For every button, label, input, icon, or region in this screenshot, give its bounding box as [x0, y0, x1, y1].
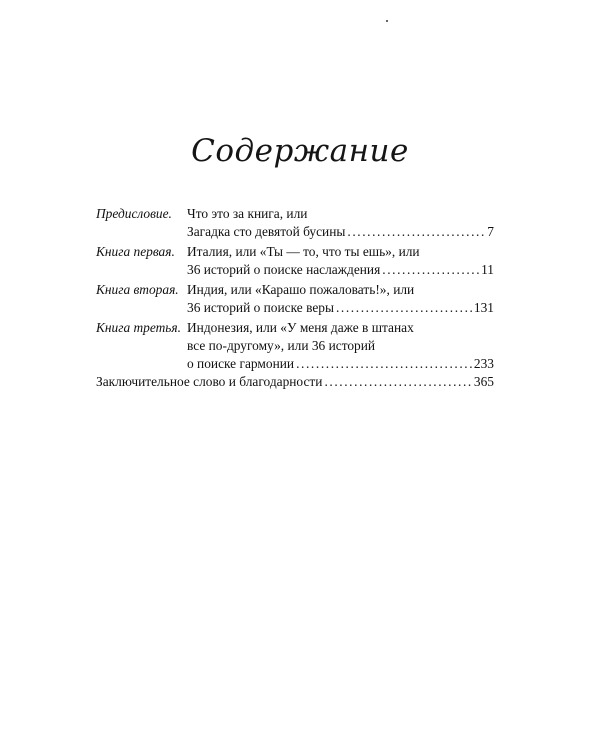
toc-entry-preface-last-line	[187, 223, 494, 241]
toc-entry-book-three-last-line	[187, 355, 494, 373]
toc-text-line: Загадка сто девятой бусины	[187, 224, 346, 239]
toc-entry-book-three	[96, 319, 494, 337]
dot-leader	[382, 261, 479, 279]
toc-entry-book-one	[96, 243, 494, 261]
toc-label: Книга третья.	[96, 320, 181, 335]
toc-text-line: Заключительное слово и благодарности	[96, 374, 323, 389]
toc-text-line: Что это за книга, или	[187, 206, 308, 221]
toc-page-number: 131	[473, 300, 494, 315]
toc-text-line: Италия, или «Ты — то, что ты ешь», или	[187, 244, 420, 259]
toc-page-number: 11	[481, 262, 494, 277]
toc-entry-book-two-last-line	[187, 299, 494, 317]
toc-label: Предисловие.	[96, 206, 172, 221]
toc-text-line: Индонезия, или «У меня даже в штанах	[187, 320, 414, 335]
toc-page-number: 233	[473, 356, 494, 371]
toc-text-line: 36 историй о поиске веры	[187, 300, 334, 315]
toc-entry-book-two	[96, 281, 494, 299]
toc-entry-book-one-last-line	[187, 261, 494, 279]
toc-text-line: о поиске гармонии	[187, 356, 295, 371]
toc-entry-book-three-line-two	[187, 337, 494, 355]
toc-label: Книга вторая.	[96, 282, 179, 297]
toc-text-line: все по-другому», или 36 историй	[187, 338, 376, 353]
toc-text-line: Индия, или «Карашо пожаловать!», или	[187, 282, 415, 297]
toc-text-line: 36 историй о поиске наслаждения	[187, 262, 381, 277]
printing-speck	[386, 20, 388, 22]
dot-leader	[296, 355, 472, 373]
toc-entry-preface	[96, 205, 494, 223]
toc-page-number: 7	[487, 224, 494, 239]
dot-leader	[347, 223, 485, 241]
toc-page-number: 365	[473, 374, 494, 389]
toc-entry-afterword	[96, 373, 494, 391]
toc-label: Книга первая.	[96, 244, 175, 259]
page-title: Содержание	[191, 133, 409, 169]
dot-leader	[324, 373, 471, 391]
dot-leader	[336, 299, 472, 317]
